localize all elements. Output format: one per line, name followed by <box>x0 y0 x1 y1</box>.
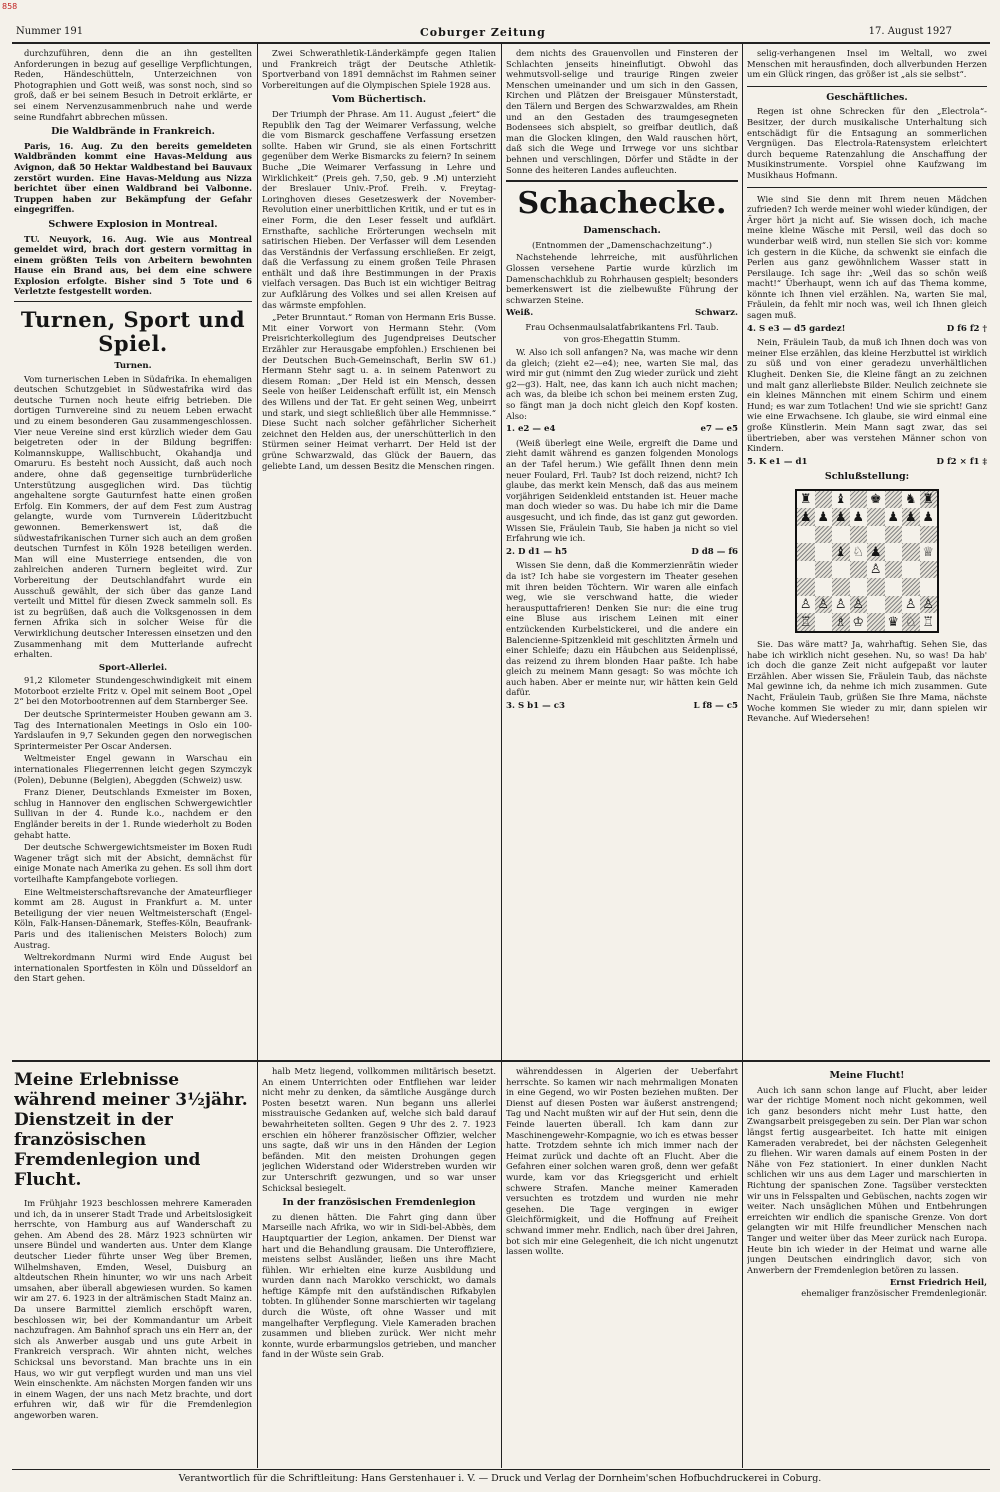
chess-square <box>902 561 920 579</box>
chess-square <box>885 526 903 544</box>
chess-piece-square: ♔ <box>850 613 868 631</box>
chess-board-diagram <box>795 489 939 633</box>
chess-square <box>832 561 850 579</box>
chess-square <box>850 561 868 579</box>
legion-column-2 <box>262 1066 496 1468</box>
chess-square <box>815 613 833 631</box>
chess-piece-square: ♞ <box>902 491 920 509</box>
imprint-footer: Verantwortlich für die Schriftleitung: Hans Gerstenhauer i. V. — Druck und Verlag der Dornheim'schen Hofbuchdruckerei in Coburg. <box>178 1473 822 1484</box>
article-text: währenddessen in Algerien der Ueberfahrt herrschte. So kamen wir nach mehrmaligen Monaten in eine Gegend, wo wir Posten beziehen mußten. Der Dienst auf diesen Posten war äußerst anstrengend; Tag und Nacht mußten wir auf der Hut sein, denn die Feinde lauerten überall. Ich kam dann zur Maschinengewehr-Kompagnie, wo ich es etwas besser hatte. Trotzdem sehnte ich mich immer nach der Heimat zurück und dachte oft an Flucht. Aber die Gefahren einer solchen waren groß, denn wer gefaßt wurde, kam vor das Kriegsgericht und erhielt schwere Strafen. Manche meiner Kameraden versuchten es trotzdem und wurden nie mehr gesehen. Die Tage vergingen in ewiger Gleichförmigkeit, und die Hoffnung auf Freiheit schwand immer mehr. Endlich, nach über drei Jahren, bot sich mir eine Gelegenheit, die ich nicht ungenutzt lassen wollte. <box>506 1066 738 1257</box>
article-text: W. Also ich soll anfangen? Na, was mache wir denn da gleich; (zieht e2—e4); nee, warten Sie mal, das wird mir gut (nimmt den Zug wieder zurück und zieht g2—g3). Halt, nee, das kann ich auch nicht machen; ach was, da bleibe ich schon bei meinem ersten Zug, so fängt man ja doch nicht gleich den Kopf kosten. Also: <box>506 347 738 421</box>
move-black: L f8 — c5 <box>693 701 738 712</box>
chess-piece-square: ♙ <box>797 596 815 614</box>
chess-square <box>920 561 938 579</box>
chess-source: (Entnommen der „Damenschachzeitung“.) <box>531 239 713 250</box>
chess-square <box>815 491 833 509</box>
subhead-sport: Sport-Allerlei. <box>98 662 168 673</box>
chess-piece-square: ♛ <box>885 613 903 631</box>
article-text: Regen ist ohne Schrecken für den „Electrola“-Besitzer, der durch musikalische Unterhaltung sich entschädigt für die Entsagung an sommerlichen Vergnügen. Das Electrola-Ratensystem erleichtert durch bequeme Ratenzahlung die Anschaffung der Musikinstrumente. Vorspiel ohne Kaufzwang im Musikhaus Hofmann. <box>747 106 987 180</box>
chess-square <box>797 543 815 561</box>
chess-piece-square: ♙ <box>920 596 938 614</box>
article-text: Weltrekordmann Nurmi wird Ende August bei internationalen Sportfesten in Köln und Düsseldorf an den Start gehen. <box>14 952 252 984</box>
column-2 <box>262 48 496 1056</box>
headline-waldbraende: Die Waldbrände in Frankreich. <box>51 126 215 138</box>
final-position-heading: Schlußstellung: <box>824 471 910 483</box>
article-text: Nein, Fräulein Taub, da muß ich Ihnen doch was von meiner Else erzählen, das kleine Herzbuttel ist wirklich zu süß und von einer geradezu unverhältlichen Klugheit. Denken Sie, die Kleine fängt an zu zeichnen und malt ganz allerliebste Bilder. Neulich zeichnete sie ein kleines Männchen mit einem Schirm und einem Hund; es war zum Totlachen! Und wie sie spricht! Ganz wie eine Erwachsene. Ich glaube, sie wird einmal eine große Künstlerin. Mein Mann sagt zwar, das sei übertrieben, aber was verstehen Männer schon von Kindern. <box>747 337 987 454</box>
column-rule <box>501 1062 502 1468</box>
divider <box>14 301 252 302</box>
chess-square <box>902 543 920 561</box>
label-white: Weiß. <box>506 308 534 319</box>
newspaper-title: Coburger Zeitung <box>420 26 546 39</box>
chess-piece-square: ♟ <box>850 508 868 526</box>
chess-square <box>815 578 833 596</box>
article-text: Der deutsche Sprintermeister Houben gewann am 3. Tag des Internationalen Meetings in Oslo ein 100-Yardslaufen in 9,7 Sekunden gegen den norwegischen Sprintermeister Per Oscar Andersen. <box>14 709 252 751</box>
issue-date: 17. August 1927 <box>868 26 952 37</box>
chess-square <box>797 578 815 596</box>
chess-square <box>920 578 938 596</box>
chess-square <box>850 578 868 596</box>
article-text: Der deutsche Schwergewichtsmeister im Boxen Rudi Wagener trägt sich mit der Absicht, demnächst für einige Monate nach Amerika zu gehen. Es soll ihm dort vorteilhafte Kampfangebote vorliegen. <box>14 842 252 884</box>
chess-piece-square: ♟ <box>920 508 938 526</box>
chess-piece-square: ♙ <box>902 596 920 614</box>
chess-square <box>867 578 885 596</box>
chess-piece-square: ♙ <box>850 596 868 614</box>
chess-square <box>867 526 885 544</box>
chess-square <box>832 578 850 596</box>
chess-piece-square: ♝ <box>832 491 850 509</box>
column-rule <box>742 44 743 1060</box>
chess-square <box>815 526 833 544</box>
article-text: Eine Weltmeisterschaftsrevanche der Amateurflieger kommt am 28. August in Frankfurt a. M. unter Beteiligung der vier neuen Weltmeisterschaft (Engel-Köln, Falk-Hansen-Dänemark, Steffes-Köln, Beaufrank-Paris und des italienischen Meisters Boloch) zum Austrag. <box>14 886 252 950</box>
column-rule <box>501 44 502 1060</box>
chess-section-title: Schachecke. <box>517 186 727 222</box>
chess-square <box>815 543 833 561</box>
column-4 <box>747 48 987 1056</box>
chess-move-row <box>506 547 738 558</box>
move-white: 1. e2 — e4 <box>506 424 556 435</box>
chess-move-row <box>506 424 738 435</box>
footer-rule <box>12 1469 990 1470</box>
article-text: selig-verhangenen Insel im Weltall, wo zwei Menschen mit herausfinden, doch allverbunden Herzen um ein Glück ringen, das größer ist „als sie selbst“. <box>747 48 987 80</box>
move-white: 2. D d1 — h5 <box>506 546 568 557</box>
legion-column-1 <box>14 1066 252 1468</box>
divider <box>747 187 987 188</box>
article-text: Wissen Sie denn, daß die Kommerzienrätin wieder da ist? Ich habe sie vorgestern im Theater gesehen mit ihren beiden Töchtern. Wir waren alle einfach weg, wie sie verschwand hatte, die wieder herausputtafrieren! Denken Sie nur: die eine trug eine Bluse aus irischem Leinen mit einer entzückenden Kurbelstickerei, und die andere ein Balencienne-Spitzenkleid mit geschlitzten Ärmeln und einer Schleife; dazu ein Häubchen aus Seidenplissé, das reizend zu ihrem blonden Haar paßte. Ich habe gleich zu meinem Mann gesagt: So was möchte ich auch haben. Aber er meinte nur, wir hätten kein Geld dafür. <box>506 560 738 698</box>
article-text: Wie sind Sie denn mit Ihrem neuen Mädchen zufrieden? Ich werde meiner wohl wieder kündigen, der Ärger hört ja nicht auf. Sie wissen doch, ich mache meine kleine Wäsche mit Persil, weil das doch so wunderbar weiß wird, nun stellen Sie sich vor: komme ich gestern in die Küche, da schwenkt sie einfach die Perlen aus ganz gewöhnlichem Wasser statt in Persilauge. Ich sage ihr: „Weil das so schön weiß macht!“ Überhaupt, wenn ich auf das Thema komme, könnte ich Ihnen viel erzählen. Na, warten Sie mal, Fräulein, da fehlt mir noch was, weil ich Ihnen gleich sagen muß. <box>747 193 987 321</box>
chess-square <box>797 561 815 579</box>
chess-piece-square: ♜ <box>920 491 938 509</box>
chess-square <box>885 596 903 614</box>
signature-role: ehemaliger französischer Fremdenlegionär. <box>801 1287 987 1298</box>
article-text: „Peter Brunntaut.“ Roman von Hermann Eris Busse. Mit einer Vorwort von Hermann Stehr. (Vom Preisrichterkollegium des Jugendpreises Deutscher Erzähler zur Herausgabe empfohlen.) Erschienen bei der Deutschen Buch-Gemeinschaft, Berlin SW 61.) Hermann Stehr sagt u. a. in seinem Patenwort zu diesem Roman: „Der Held ist ein Mensch, dessen Seele von heißer Leidenschaft erfüllt ist, ein Mensch des Willens und der Tat. Er geht seinen Weg, unbeirrt und stark, und siegt schließlich über alle Hemmnisse.“ Diese Sucht nach solcher gefährlicher Sicherheit zeichnet den Helden aus, der unerschütterlich in den Stürmen seiner Heimat verharrt. Der Held ist der grüne Schwarzwald, das Glück der Bauern, das geliebte Land, um dessen Besitz die Menschen ringen. <box>262 312 496 471</box>
column-rule <box>257 1062 258 1468</box>
label-black: Schwarz. <box>694 308 738 319</box>
chess-piece-square: ♗ <box>832 613 850 631</box>
chess-move-row <box>506 701 738 712</box>
chess-piece-square: ♙ <box>815 596 833 614</box>
article-text: Sie. Das wäre matt? Ja, wahrhaftig. Sehen Sie, das habe ich wirklich nicht gesehen. Nu, so was! Da hab' ich doch die ganze Zeit nicht aufgepaßt vor lauter Erzählen. Aber wissen Sie, Fräulein Taub, das nächste Mal gewinne ich, da nehme ich mich zusammen. Gute Nacht, Fräulein Taub, grüßen Sie Ihre Mama, nächste Woche kommen Sie wieder zu mir, dann spielen wir Revanche. Auf Wiedersehen! <box>747 638 987 724</box>
article-text: (Weiß überlegt eine Weile, ergreift die Dame und zieht damit während es ganzen folgenden Monologs an der Tafel herum.) Wie gefällt Ihnen denn mein neuer Foulard, Frl. Taub? Ist doch reizend, nicht? Ich glaube, das merkt kein Mensch, daß das aus meinem vorjährigen Seidenkleid entstanden ist. Heuer mache man doch wieder so was. Du habe ich mir die Dame ausgesucht, und ich finde, das ist ganz gut geworden. Wissen Sie, Fräulein Taub, Sie haben ja nicht so viel Erfahrung wie ich. <box>506 437 738 544</box>
article-text: durchzuführen, denn die an ihn gestellten Anforderungen in bezug auf gesellige Verpflichtungen, Reden, Händeschütteln, Unterzeichnen von Photographien und Gott weiß, was sonst noch, sind so groß, daß er bei seinem Besuch in Detroit erklärte, er sei einem Nervenzusammenbruch nahe und werde seine Rundfahrt abbrechen müssen. <box>14 48 252 122</box>
chess-piece-square: ♙ <box>832 596 850 614</box>
chess-square <box>867 508 885 526</box>
chess-square <box>850 491 868 509</box>
chess-square <box>867 596 885 614</box>
corner-mark: 858 <box>2 2 18 11</box>
color-labels <box>506 308 738 319</box>
divider <box>747 86 987 87</box>
article-text: TU. Neuyork, 16. Aug. Wie aus Montreal gemeldet wird, brach dort gestern vormittag in einem größten Teils von Arbeitern bewohnten Hause ein Brand aus, bei dem eine schwere Explosion erfolgte. Bisher sind 5 Tote und 6 Verletzte festgestellt worden. <box>14 233 252 297</box>
article-text: 91,2 Kilometer Stundengeschwindigkeit mit einem Motorboot erzielte Fritz v. Opel mit seinem Boot „Opel 2“ bei den Motorbootrennen auf dem Starnberger See. <box>14 675 252 707</box>
chess-piece-square: ♟ <box>885 508 903 526</box>
move-black: e7 — e5 <box>700 424 738 435</box>
players: Frau Ochsenmaulsalatfabrikantens Frl. Taub. <box>525 321 719 332</box>
section-title-turnen: Turnen, Sport und Spiel. <box>20 307 246 357</box>
chess-piece-square: ♟ <box>832 508 850 526</box>
chess-piece-square: ♝ <box>832 543 850 561</box>
chess-square <box>902 526 920 544</box>
signature-name: Ernst Friedrich Heil, <box>889 1277 987 1288</box>
column-3 <box>506 48 738 1056</box>
chess-square <box>902 578 920 596</box>
chess-piece-square: ♟ <box>797 508 815 526</box>
chess-square <box>867 613 885 631</box>
players-2: von gros-Ehegattin Stumm. <box>563 334 681 345</box>
article-text: Vom turnerischen Leben in Südafrika. In ehemaligen deutschen Schutzgebiet in Südwestafrika wird das deutsche Turnen noch heute eifrig betrieben. Die dortigen Turnvereine sind zu neuem Leben erwacht und zu einem besonderen Gau zusammengeschlossen. Vier neue Vereine sind erst kürzlich wieder dem Gau beigetreten oder in der Bildung begriffen: Kolmannskuppe, Wallischbucht, Okahandja und Omaruru. Es besteht noch Aussicht, daß auch noch andere, ohne daß gegenseitige turnbrüderliche Unterstützung ausgeglichen wird. Das tüchtig angehaltene sorgte Gauturnfest hatte einen großen Erfolg. Ein Kommers, der auf dem Fest zum Austrag gelangte, wurde vom Turnverein Lüderitzbucht gewonnen. Bemerkenswert ist, daß die südwestafrikanischen Turner sich auch an dem großen deutschen Turnfest in Köln 1928 beteiligen werden. Man will eine Musterriege entsenden, die von zahlreichen anderen Turnern begleitet wird. Zur Vorbereitung der Deutschlandfahrt wurde ein Ausschuß gewählt, der sich über das ganze Land verteilt und Mittel für diesen Zweck sammeln soll. Es ist zu begrüßen, daß auch die Volksgenossen in dem fernen Afrika sich in solcher Weise für die Verwirklichung deutscher Interessen einsetzen und den Zusammenhang mit dem Mutterlande aufrecht erhalten. <box>14 373 252 660</box>
move-black: D d8 — f6 <box>691 546 738 557</box>
chess-square <box>885 561 903 579</box>
chess-square <box>815 561 833 579</box>
chess-square <box>850 526 868 544</box>
headline-explosion: Schwere Explosion in Montreal. <box>48 218 218 230</box>
chess-square <box>885 578 903 596</box>
chess-piece-square: ♟ <box>902 508 920 526</box>
chess-piece-square: ♜ <box>797 491 815 509</box>
issue-number: Nummer 191 <box>16 26 84 37</box>
article-text: halb Metz liegend, vollkommen militärisch besetzt. An einem Unterrichten oder Entfliehen war leider nicht mehr zu denken, da sämtliche Ausgänge durch Posten besetzt waren. Nun begann uns allerlei misstrauische Gedanken auf, welche sich bald darauf bewahrheiteten sollten. Gegen 9 Uhr des 2. 7. 1923 erschien ein höherer französischer Offizier, welcher uns sagte, daß wir uns in den Händen der Legion befänden. Mit den meisten Drohungen gegen jeglichen Widerstand oder Widerstreben wurden wir zur Unterschrift gezwungen, und so war unser Schicksal besiegelt. <box>262 1066 496 1193</box>
page-header <box>0 26 1000 40</box>
chess-piece-square: ♘ <box>902 613 920 631</box>
article-text: Auch ich sann schon lange auf Flucht, aber leider war der richtige Moment noch nicht gekommen, weil ich ganz besonders nicht mehr Lust hatte, den Zwangsarbeit preisgegeben zu sein. Der Plan war schon längst fertig ausgearbeitet. Ich hatte mit einigen Kameraden verabredet, bei der nächsten Gelegenheit zu fliehen. Wir waren damals auf einem Posten in der Nähe von Fez stationiert. In einer dunklen Nacht schlichen wir uns aus dem Lager und marschierten in Richtung der spanischen Zone. Tagsüber versteckten wir uns in Felsspalten und Gebüschen, nachts zogen wir weiter. Nach unsäglichen Mühen und Entbehrungen erreichten wir endlich die spanische Grenze. Von dort gelangten wir mit Hilfe freundlicher Menschen nach Tanger und weiter über das Meer zurück nach Europa. Heute bin ich wieder in der Heimat und warne alle jungen Deutschen eindringlich davor, sich von Anwerbern der Fremdenlegion betören zu lassen. <box>747 1084 987 1275</box>
legion-column-4 <box>747 1066 987 1468</box>
move-black: D f6 f2 † <box>946 323 987 334</box>
article-text: Der Triumph der Phrase. Am 11. August „feiert“ die Republik den Tag der Weimarer Verfassung, welche die vom Bismarck geschaffene Verfassung ersetzen sollte. Haben wir Grund, sie als einen Fortschritt gegenüber dem Werke Bismarcks zu feiern? In seinem Buche „Die Weimarer Verfassung in Lehre und Wirklichkeit“ (Preis geh. 7,50, geb. 9 .M) unterzieht der Breslauer Univ.-Prof. Freih. v. Freytag-Loringhoven dieses Gesetzeswerk der November-Revolution einer unerbittlichen Kritik, und er tut es in einer Form, die den Leser fesselt und aufklärt. Ernsthafte, sachliche Erörterungen wechseln mit satirischen Hieben. Der Verfasser will dem Lesenden das Verständnis der Verfassung erschließen. Er zeigt, daß die Verfassung zu einem großen Teile Phrasen enthält und daß ihre Bestimmungen in der Praxis vielfach versagen. Das Buch ist ein wichtiger Beitrag zur Aufklärung des Volkes und sei allen Kreisen auf das wärmste empfohlen. <box>262 108 496 310</box>
article-text: zu dienen hätten. Die Fahrt ging dann über Marseille nach Afrika, wo wir in Sidi-bel-Abbès, dem Hauptquartier der Legion, ankamen. Der Dienst war hart und die Behandlung grausam. Die Unteroffiziere, meistens selbst Ausländer, ließen uns ihre Macht fühlen. Wir erhielten eine kurze Ausbildung und wurden dann nach Marokko verschickt, wo damals heftige Kämpfe mit den aufständischen Rifkabylen tobten. In glühender Sonne marschierten wir tagelang durch die Wüste, oft ohne Wasser und mit mangelhafter Verpflegung. Viele Kameraden brachen zusammen und blieben zurück. Wer nicht mehr konnte, wurde erbarmungslos getrieben, und mancher fand in der Wüste sein Grab. <box>262 1211 496 1360</box>
chess-square <box>920 526 938 544</box>
legion-headline: Meine Erlebnisse während meiner 3½jähr. Dienstzeit in der französischen Fremdenlegion und Flucht. <box>14 1070 248 1190</box>
chess-square <box>797 526 815 544</box>
subhead-turnen: Turnen. <box>114 361 152 372</box>
chess-piece-square: ♟ <box>815 508 833 526</box>
chess-piece-square: ♚ <box>867 491 885 509</box>
chess-piece-square: ♕ <box>920 543 938 561</box>
chess-subtitle: Damenschach. <box>583 225 661 237</box>
chess-move-row <box>747 457 987 468</box>
article-text: dem nichts des Grauenvollen und Finsteren der Schlachten jenseits hineinflutigt. Obwohl das wehmutsvoll-selige und traurige Ringen zweier Menschen umeinander und um sich in den Gassen, Kirchen und Plätzen der Breisgauer Münsterstadt, den Tälern und Bergen des Schwarzwaldes, am Rhein und an den Gestaden des traumgesegneten Bodensees sich abspielt, so greifbar deutlich, daß man die Glocken klingen, den Wald rauschen hört, daß sich die Wege und Irrwege vor uns sichtbar behnen und verschlingen, Dörfer und Städte in der Sonne des heiteren Landes aufleuchten. <box>506 48 738 175</box>
chess-piece-square: ♘ <box>850 543 868 561</box>
article-text: Zwei Schwerathletik-Länderkämpfe gegen Italien und Frankreich trägt der Deutsche Athletik-Sportverband von 1891 demnächst im Rahmen seiner Vorbereitungen auf die Olympischen Spiele 1928 aus. <box>262 48 496 90</box>
article-text: Nachstehende lehrreiche, mit ausführlichen Glossen versehene Partie wurde kürzlich im Damenschachklub zu Rohrhausen gespielt; besonders bemerkenswert ist die zielbewußte Führung der schwarzen Steine. <box>506 252 738 305</box>
column-rule <box>742 1062 743 1468</box>
headline-geschaeftliches: Geschäftliches. <box>826 91 908 103</box>
chess-piece-square: ♙ <box>867 561 885 579</box>
chess-piece-square: ♟ <box>867 543 885 561</box>
legion-column-3 <box>506 1066 738 1468</box>
article-text: Paris, 16. Aug. Zu den bereits gemeldeten Waldbränden kommt eine Havas-Meldung aus Avignon, daß 50 Hektar Waldbestand bei Bauvaux zerstört wurden. Eine Havas-Meldung aus Nizza berichtet über einen Waldbrand bei Valbonne. Truppen haben zur Bekämpfung der Gefahr eingegriffen. <box>14 140 252 215</box>
headline-buechertisch: Vom Büchertisch. <box>331 94 427 106</box>
move-white: 3. S b1 — c3 <box>506 701 565 712</box>
legion-subhead: In der französischen Fremdenlegion <box>282 1197 476 1209</box>
chess-piece-square: ♖ <box>797 613 815 631</box>
flight-heading: Meine Flucht! <box>829 1070 905 1081</box>
chess-square <box>885 543 903 561</box>
chess-square <box>832 526 850 544</box>
column-1 <box>14 48 252 1056</box>
move-white: 5. K e1 — d1 <box>747 456 808 467</box>
chess-move-row <box>747 324 987 335</box>
chess-piece-square: ♖ <box>920 613 938 631</box>
divider <box>506 180 738 182</box>
article-text: Im Frühjahr 1923 beschlossen mehrere Kameraden und ich, da in unserer Stadt Trade und Arbeitslosigkeit herrschte, von Hamburg aus auf Wanderschaft zu gehen. Am Abend des 28. März 1923 schnürten wir unsere Bündel und wanderten aus. Unter dem Klange deutscher Lieder führte unser Weg über Bremen, Wilhelmshaven, Emden, Wesel, Duisburg an altdeutschen Rhein hinunter, wo wir uns nach Arbeit umsahen, aber überall abgewiesen wurden. So kamen wir am 27. 6. 1923 in der alträmischen Stadt Mainz an. Da unsere Barmittel ziemlich erschöpft waren, beschlossen wir, bei der Kommandantur um Arbeit nachzufragen. Am Bahnhof sprach uns ein Herr an, der sich als Anwerber ausgab und uns gute Arbeit in Frankreich versprach. Wir ahnten nicht, welches Schicksal uns bevorstand. Man brachte uns in ein Haus, wo wir gut verpflegt wurden und man uns viel Wein einschenkte. Am nächsten Morgen fanden wir uns in einem Wagen, der uns nach Metz brachte, und dort erfuhren wir, daß wir für die Fremdenlegion angeworben waren. <box>14 1198 252 1420</box>
move-white: 4. S e3 — d5 gardez! <box>747 323 846 334</box>
article-text: Weltmeister Engel gewann in Warschau ein internationales Fliegerrennen leicht gegen Szymczyk (Polen), Debunne (Belgien), Abeggden (Schweiz) usw. <box>14 753 252 785</box>
move-black: D f2 × f1 ‡ <box>936 456 987 467</box>
column-rule <box>257 44 258 1060</box>
chess-square <box>885 491 903 509</box>
article-text: Franz Diener, Deutschlands Exmeister im Boxen, schlug in Hannover den englischen Schwergewichtler Sullivan in der 4. Runde k.o., nachdem er den Engländer bereits in der 1. Runde wiederholt zu Boden gehabt hatte. <box>14 787 252 840</box>
